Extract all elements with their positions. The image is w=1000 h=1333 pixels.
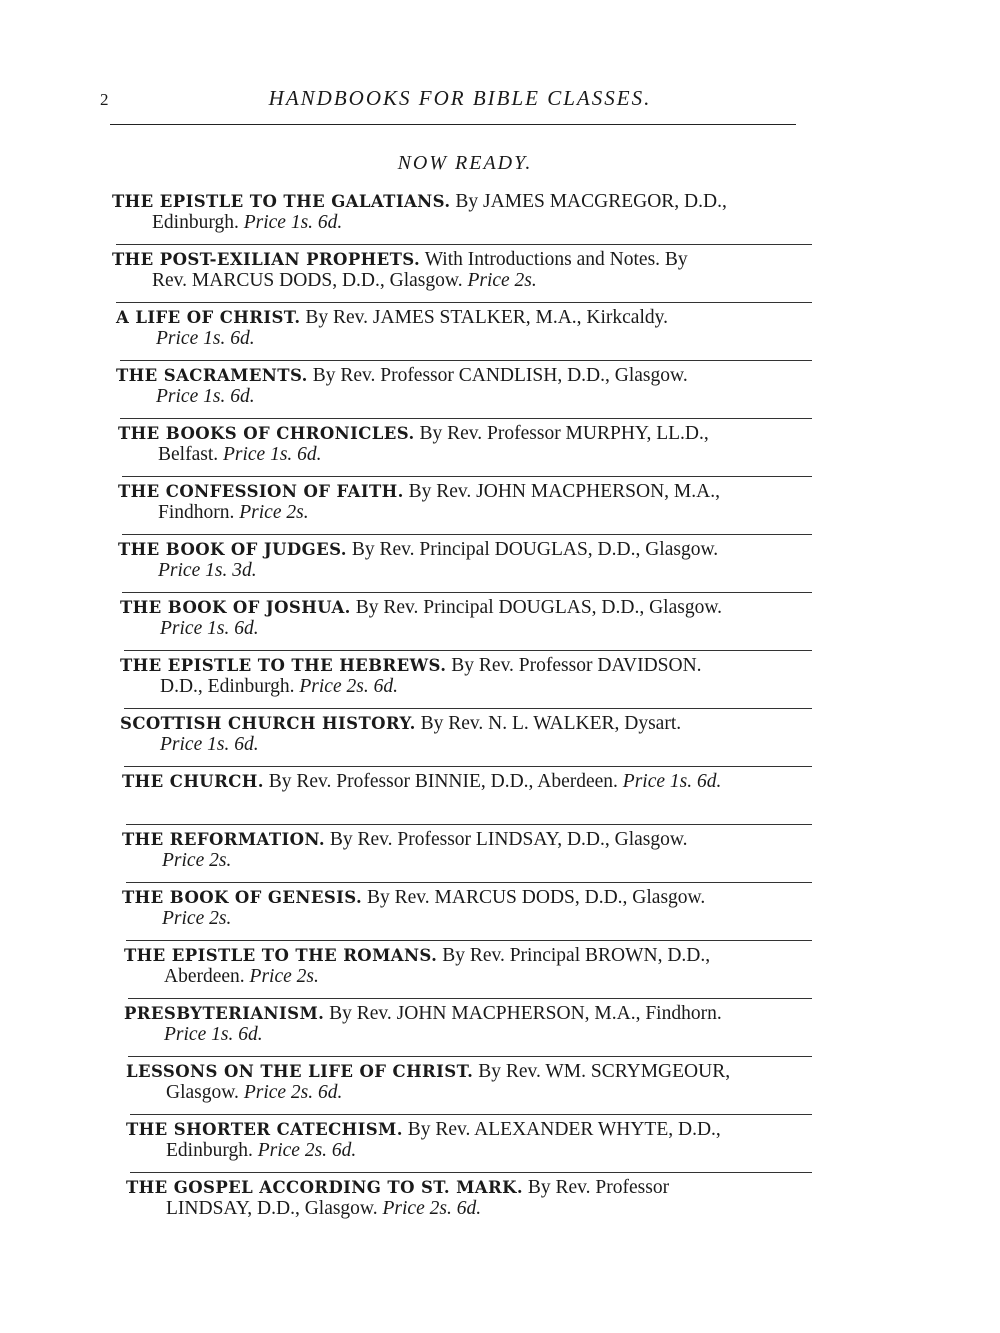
entry-line-1	[120, 713, 812, 734]
entry-line-1	[112, 249, 812, 270]
entry-divider	[130, 1114, 812, 1115]
book-details: Rev. MARCUS DODS, D.D., Glasgow.	[152, 270, 463, 291]
book-entry	[112, 652, 812, 710]
book-title: THE EPISTLE TO THE ROMANS.	[124, 946, 438, 965]
book-entry	[112, 1174, 812, 1232]
entry-line-2	[112, 270, 812, 291]
book-list	[112, 188, 812, 1232]
book-author: By Rev. Professor MURPHY, LL.D.,	[419, 423, 709, 444]
book-entry	[112, 594, 812, 652]
book-author: By JAMES MACGREGOR, D.D.,	[455, 191, 727, 212]
book-price: Price 1s. 6d.	[160, 734, 259, 755]
book-author: By Rev. WM. SCRYMGEOUR,	[478, 1061, 731, 1082]
book-price: Price 1s. 3d.	[158, 560, 257, 581]
book-title: THE CONFESSION OF FAITH.	[118, 482, 404, 501]
entry-divider	[124, 650, 812, 651]
book-title: THE BOOK OF JUDGES.	[118, 540, 347, 559]
page-title: HANDBOOKS FOR BIBLE CLASSES.	[268, 86, 652, 110]
book-price: Price 2s. 6d.	[257, 1140, 357, 1161]
entry-divider	[122, 534, 812, 535]
entry-line-2	[112, 212, 812, 233]
book-price: Price 2s.	[467, 270, 537, 291]
entry-divider	[126, 824, 812, 825]
book-entry	[112, 304, 812, 362]
book-details: LINDSAY, D.D., Glasgow.	[166, 1198, 378, 1219]
entry-line-2	[124, 966, 812, 987]
entry-divider	[120, 360, 812, 361]
entry-line-1	[124, 945, 812, 966]
book-price: Price 2s. 6d.	[243, 1082, 343, 1103]
book-title: THE POST-EXILIAN PROPHETS.	[112, 250, 421, 269]
entry-divider	[124, 766, 812, 767]
book-title: THE EPISTLE TO THE HEBREWS.	[120, 656, 447, 675]
book-title: THE GOSPEL ACCORDING TO ST. MARK.	[126, 1178, 524, 1197]
book-entry	[112, 1000, 812, 1058]
entry-divider	[120, 418, 812, 419]
book-entry	[112, 420, 812, 478]
entry-line-2	[116, 328, 812, 349]
entry-divider	[128, 1056, 812, 1057]
book-author: By Rev. Professor BINNIE, D.D., Aberdeen.	[268, 771, 618, 792]
book-entry	[112, 246, 812, 304]
book-title: THE BOOKS OF CHRONICLES.	[118, 424, 415, 443]
entry-divider	[126, 940, 812, 941]
header-rule	[110, 124, 796, 125]
book-entry	[112, 884, 812, 942]
page-number: 2	[100, 90, 109, 109]
book-entry	[112, 188, 812, 246]
entry-divider	[130, 1172, 812, 1173]
book-entry	[112, 478, 812, 536]
book-title: THE BOOK OF JOSHUA.	[120, 598, 351, 617]
book-details: Edinburgh.	[152, 212, 239, 233]
entry-line-2	[122, 850, 812, 871]
book-title: THE CHURCH.	[122, 772, 264, 791]
book-details: Findhorn.	[158, 502, 235, 523]
entry-line-2	[122, 908, 812, 929]
book-entry	[112, 826, 812, 884]
book-author: By Rev. JAMES STALKER, M.A., Kirkcaldy.	[305, 307, 668, 328]
entry-line-1	[126, 1177, 812, 1198]
book-price: Price 2s. 6d.	[382, 1198, 482, 1219]
book-author: By Rev. Professor LINDSAY, D.D., Glasgow.	[329, 829, 688, 850]
entry-line-2	[126, 1140, 812, 1161]
book-price: Price 1s. 6d.	[164, 1024, 263, 1045]
book-entry	[112, 1116, 812, 1174]
book-author: By Rev. Professor DAVIDSON.	[451, 655, 702, 676]
book-title: THE REFORMATION.	[122, 830, 325, 849]
entry-line-2	[126, 1082, 812, 1103]
entry-line-1	[122, 887, 812, 908]
entry-line-2	[118, 560, 812, 581]
entry-line-1	[112, 191, 812, 212]
book-details: Edinburgh.	[166, 1140, 253, 1161]
book-price: Price 1s. 6d.	[622, 771, 722, 792]
entry-line-2	[124, 1024, 812, 1045]
entry-line-2	[118, 444, 812, 465]
book-author: With Introductions and Notes. By	[424, 249, 688, 270]
entry-line-2	[120, 734, 812, 755]
book-title: LESSONS ON THE LIFE OF CHRIST.	[126, 1062, 474, 1081]
book-price: Price 1s. 6d.	[222, 444, 322, 465]
entry-line-2	[116, 386, 812, 407]
book-author: By Rev. ALEXANDER WHYTE, D.D.,	[407, 1119, 721, 1140]
book-details: Glasgow.	[166, 1082, 239, 1103]
entry-line-1	[118, 423, 812, 444]
entry-line-1	[118, 539, 812, 560]
book-title: A LIFE OF CHRIST.	[116, 308, 301, 327]
book-author: By Rev. Principal BROWN, D.D.,	[442, 945, 711, 966]
book-price: Price 2s.	[162, 908, 232, 929]
book-author: By Rev. N. L. WALKER, Dysart.	[420, 713, 682, 734]
entry-line-1	[120, 597, 812, 618]
book-details: D.D., Edinburgh.	[160, 676, 295, 697]
book-details: Belfast.	[158, 444, 219, 465]
book-title: SCOTTISH CHURCH HISTORY.	[120, 714, 416, 733]
entry-divider	[122, 476, 812, 477]
running-head	[100, 86, 820, 116]
book-entry	[112, 1058, 812, 1116]
book-author: By Rev. MARCUS DODS, D.D., Glasgow.	[367, 887, 706, 908]
book-entry	[112, 710, 812, 768]
entry-line-1	[116, 307, 812, 328]
entry-divider	[128, 998, 812, 999]
book-details: Aberdeen.	[164, 966, 245, 987]
book-author: By Rev. Professor CANDLISH, D.D., Glasgow.	[312, 365, 688, 386]
entry-line-1	[122, 771, 812, 792]
book-price: Price 1s. 6d.	[243, 212, 343, 233]
book-entry	[112, 942, 812, 1000]
book-title: THE EPISTLE TO THE GALATIANS.	[112, 192, 451, 211]
entry-divider	[124, 708, 812, 709]
book-price: Price 1s. 6d.	[160, 618, 259, 639]
entry-line-1	[118, 481, 812, 502]
entry-line-1	[124, 1003, 812, 1024]
book-price: Price 1s. 6d.	[156, 386, 255, 407]
book-price: Price 1s. 6d.	[156, 328, 255, 349]
entry-line-1	[126, 1061, 812, 1082]
entry-line-2	[120, 618, 812, 639]
entry-divider	[116, 302, 812, 303]
book-author: By Rev. JOHN MACPHERSON, M.A., Findhorn.	[329, 1003, 722, 1024]
book-entry	[112, 768, 812, 826]
entry-divider	[122, 592, 812, 593]
book-title: PRESBYTERIANISM.	[124, 1004, 325, 1023]
entry-line-1	[116, 365, 812, 386]
book-title: THE SHORTER CATECHISM.	[126, 1120, 403, 1139]
entry-divider	[126, 882, 812, 883]
entry-line-1	[122, 829, 812, 850]
section-heading: NOW READY.	[397, 152, 533, 174]
entry-line-2	[126, 1198, 812, 1219]
book-price: Price 2s.	[162, 850, 232, 871]
book-author: By Rev. Principal DOUGLAS, D.D., Glasgow.	[355, 597, 723, 618]
book-author: By Rev. Professor	[527, 1177, 670, 1198]
entry-divider	[116, 244, 812, 245]
entry-line-2	[120, 676, 812, 697]
book-title: THE BOOK OF GENESIS.	[122, 888, 363, 907]
entry-line-1	[120, 655, 812, 676]
book-entry	[112, 536, 812, 594]
book-author: By Rev. JOHN MACPHERSON, M.A.,	[408, 481, 720, 502]
book-author: By Rev. Principal DOUGLAS, D.D., Glasgow.	[351, 539, 719, 560]
book-price: Price 2s. 6d.	[299, 676, 398, 697]
book-price: Price 2s.	[239, 502, 309, 523]
book-entry	[112, 362, 812, 420]
book-title: THE SACRAMENTS.	[116, 366, 308, 385]
entry-line-2	[118, 502, 812, 523]
entry-line-1	[126, 1119, 812, 1140]
book-price: Price 2s.	[249, 966, 319, 987]
